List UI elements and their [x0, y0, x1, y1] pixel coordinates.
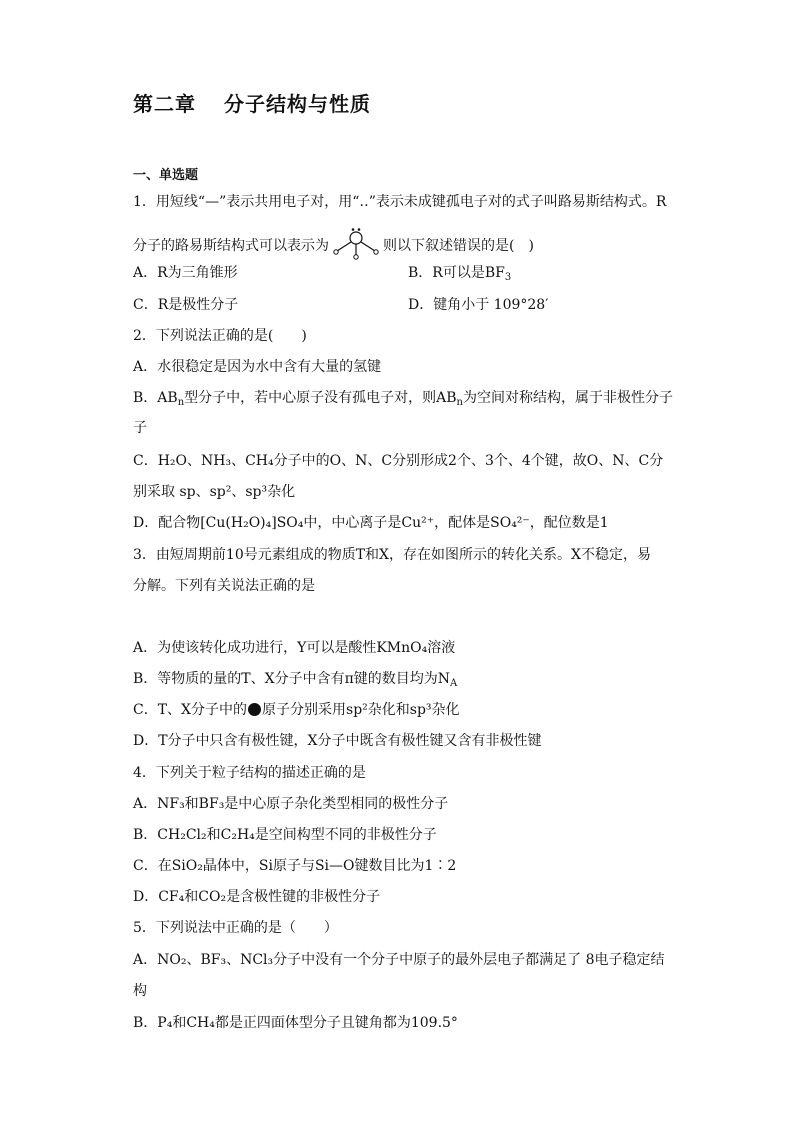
- q2-option-b-cont: 子: [133, 420, 147, 436]
- q1-option-b: [408, 263, 511, 283]
- q2-option-c-line2: 别采取 sp、sp²、sp³杂化: [133, 484, 296, 500]
- q5-stem: 5．下列说法中正确的是（ ）: [133, 920, 338, 936]
- q5-option-a-line2: 构: [133, 983, 147, 999]
- q4-option-a: A．NF₃和BF₃是中心原子杂化类型相同的极性分子: [133, 796, 449, 812]
- section-heading: 一、单选题: [133, 168, 199, 183]
- q2-option-b: [133, 388, 673, 408]
- q3-b-sub: A: [450, 678, 458, 689]
- q4-option-b: B．CH₂Cl₂和C₂H₄是空间构型不同的非极性分子: [133, 827, 437, 843]
- q3-b-text: B．等物质的量的T、X分子中含有π键的数目均为N: [133, 671, 451, 687]
- chapter-number: 第二章: [133, 92, 196, 116]
- q2-b-sub1: n: [177, 397, 185, 408]
- lewis-structure-figure: [331, 228, 381, 260]
- q2-b-part3: 为空间对称结构，属于非极性分子: [463, 390, 673, 406]
- q5-option-a-line1: A．NO₂、BF₃、NCl₃分子中没有一个分子中原子的最外层电子都满足了 8电子稳定结: [133, 952, 665, 968]
- q3-option-b: [133, 669, 457, 689]
- q3-option-c: [133, 700, 460, 720]
- q4-option-d: D．CF₄和CO₂是含极性键的非极性分子: [133, 889, 381, 905]
- q4-stem: 4．下列关于粒子结构的描述正确的是: [133, 765, 366, 781]
- q1-stem-text: 分子的路易斯结构式可以表示为: [133, 238, 329, 254]
- q1-option-b-sub: 3: [504, 272, 512, 283]
- q2-option-a: A．水很稳定是因为水中含有大量的氢键: [133, 359, 382, 375]
- q4-option-c: C．在SiO₂晶体中，Si原子与Si—O键数目比为1∶2: [133, 858, 457, 874]
- q3-option-d: D．T分子中只含有极性键，X分子中既含有极性键又含有非极性键: [133, 733, 542, 749]
- q1-option-b-text: B．R可以是BF: [408, 265, 505, 281]
- q1-line1: 1．用短线“—”表示共用电子对，用“‥”表示未成键孤电子对的式子叫路易斯结构式。R: [133, 194, 667, 210]
- q3-line2: 分解。下列有关说法正确的是: [133, 578, 315, 594]
- q2-b-part1: B．AB: [133, 390, 178, 406]
- q2-option-d: D．配合物[Cu(H₂O)₄]SO₄中，中心离子是Cu²⁺，配体是SO₄²⁻，配位数是1: [133, 515, 609, 531]
- q2-b-part2: 型分子中，若中心原子没有孤电子对，则AB: [184, 390, 457, 406]
- chapter-title: [133, 88, 371, 117]
- q3-c-part1: C．T、X分子中的: [133, 702, 248, 718]
- q1-option-a: A．R为三角锥形: [133, 265, 238, 281]
- q1-stem-end: 则以下叙述错误的是( ): [383, 238, 534, 254]
- q1-option-c: C．R是极性分子: [133, 297, 239, 313]
- q2-option-c-line1: C．H₂O、NH₃、CH₄分子中的O、N、C分别形成2个、3个、4个键，故O、N、C分: [133, 453, 664, 469]
- q2-b-sub2: n: [456, 397, 463, 408]
- black-dot-atom-icon: [248, 703, 261, 716]
- q1-option-d: D．键角小于 109°28′: [408, 297, 549, 313]
- q5-option-b: B．P₄和CH₄都是正四面体型分子且键角都为109.5°: [133, 1015, 458, 1031]
- q3-c-part2: 原子分别采用sp²杂化和sp³杂化: [262, 702, 460, 718]
- q3-option-a: A．为使该转化成功进行，Y可以是酸性KMnO₄溶液: [133, 640, 456, 656]
- q2-stem: 2．下列说法正确的是( ): [133, 328, 307, 344]
- chapter-name: 分子结构与性质: [224, 92, 371, 116]
- q1-line2: [133, 228, 534, 260]
- q3-line1: 3．由短周期前10号元素组成的物质T和X，存在如图所示的转化关系。X不稳定，易: [133, 547, 651, 563]
